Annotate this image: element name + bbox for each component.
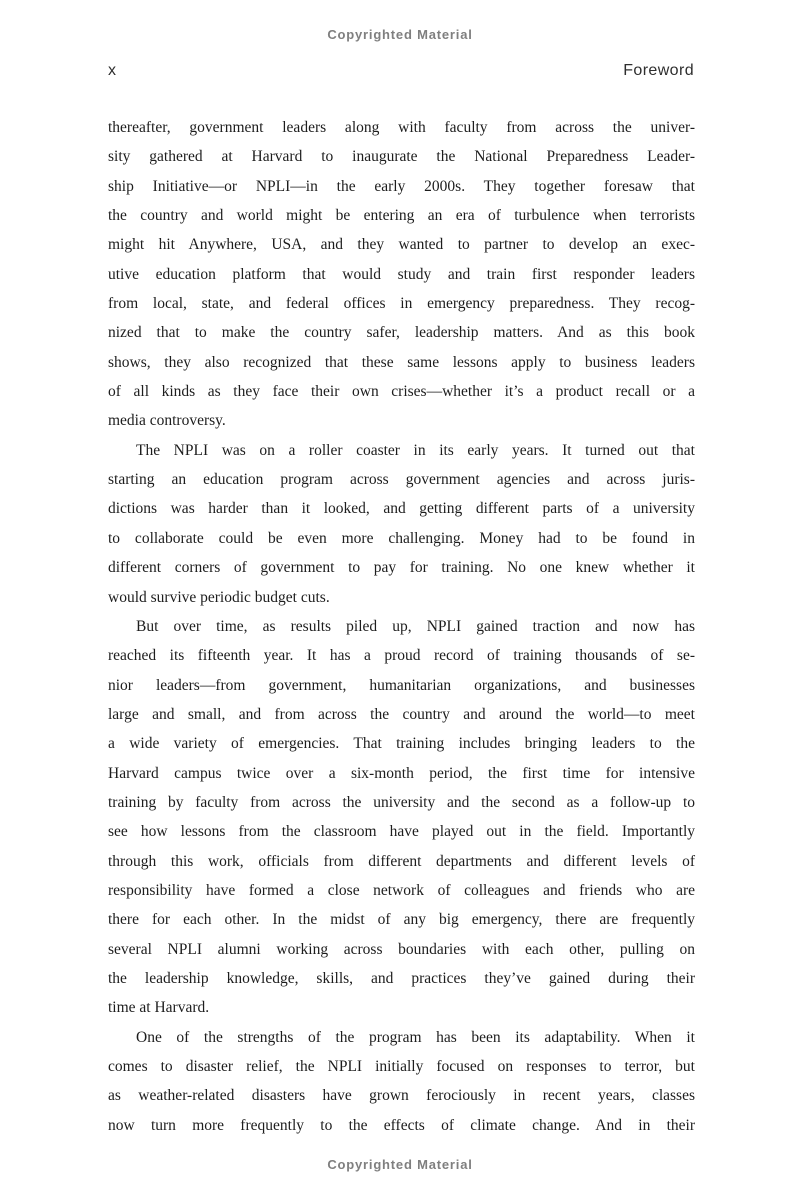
text-line: of all kinds as they face their own crises—whether it’s a product recall or a [108, 383, 695, 401]
text-line: large and small, and from across the country and around the world—to meet [108, 705, 695, 723]
text-line: different corners of government to pay for training. No one knew whether it [108, 559, 695, 577]
text-line: The NPLI was on a roller coaster in its early years. It turned out that [136, 441, 695, 459]
text-line: a wide variety of emergencies. That training includes bringing leaders to the [108, 735, 695, 753]
copyright-notice-top: Copyrighted Material [327, 27, 473, 42]
paragraph [108, 113, 695, 436]
text-line: responsibility have formed a close network of colleagues and friends who are [108, 881, 695, 899]
paragraph [108, 1023, 695, 1140]
text-line: nior leaders—from government, humanitarian organizations, and businesses [108, 676, 695, 694]
page-number: x [108, 62, 117, 79]
text-line: ship Initiative—or NPLI—in the early 2000s. They together foresaw that [108, 177, 695, 195]
text-line: now turn more frequently to the effects of climate change. And in their [108, 1116, 695, 1134]
running-title: Foreword [623, 62, 694, 79]
text-line: utive education platform that would study and train first responder leaders [108, 265, 695, 283]
text-line: dictions was harder than it looked, and getting different parts of a university [108, 500, 695, 518]
text-line: there for each other. In the midst of any big emergency, there are frequently [108, 911, 695, 929]
text-line: the country and world might be entering an era of turbulence when terrorists [108, 207, 695, 225]
text-line: several NPLI alumni working across boundaries with each other, pulling on [108, 940, 695, 958]
text-line: through this work, officials from different departments and different levels of [108, 852, 695, 870]
text-line: media controversy. [108, 412, 226, 430]
running-header [108, 62, 694, 80]
text-line: would survive periodic budget cuts. [108, 588, 330, 606]
text-line: But over time, as results piled up, NPLI gained traction and now has [136, 617, 695, 635]
text-line: reached its fifteenth year. It has a proud record of training thousands of se- [108, 647, 695, 665]
text-line: to collaborate could be even more challenging. Money had to be found in [108, 529, 695, 547]
text-line: time at Harvard. [108, 999, 210, 1017]
text-line: thereafter, government leaders along with faculty from across the univer- [108, 119, 695, 136]
text-line: as weather-related disasters have grown ferociously in recent years, classes [108, 1087, 695, 1105]
copyright-notice-bottom: Copyrighted Material [327, 1157, 473, 1172]
paragraph [108, 612, 695, 1023]
text-line: sity gathered at Harvard to inaugurate the National Preparedness Leader- [108, 148, 695, 166]
text-line: starting an education program across government agencies and across juris- [108, 471, 695, 489]
body-text [108, 113, 695, 1140]
text-line: the leadership knowledge, skills, and practices they’ve gained during their [108, 969, 695, 987]
text-line: training by faculty from across the university and the second as a follow-up to [108, 793, 695, 811]
text-line: Harvard campus twice over a six-month period, the first time for intensive [108, 764, 695, 782]
text-line: One of the strengths of the program has been its adaptability. When it [136, 1028, 695, 1046]
text-line: comes to disaster relief, the NPLI initially focused on responses to terror, but [108, 1058, 695, 1075]
text-line: might hit Anywhere, USA, and they wanted to partner to develop an exec- [108, 236, 695, 254]
text-line: from local, state, and federal offices in emergency preparedness. They recog- [108, 295, 695, 313]
text-line: shows, they also recognized that these same lessons apply to business leaders [108, 353, 695, 371]
text-line: nized that to make the country safer, leadership matters. And as this book [108, 324, 695, 342]
text-line: see how lessons from the classroom have played out in the field. Importantly [108, 823, 695, 841]
paragraph [108, 436, 695, 612]
